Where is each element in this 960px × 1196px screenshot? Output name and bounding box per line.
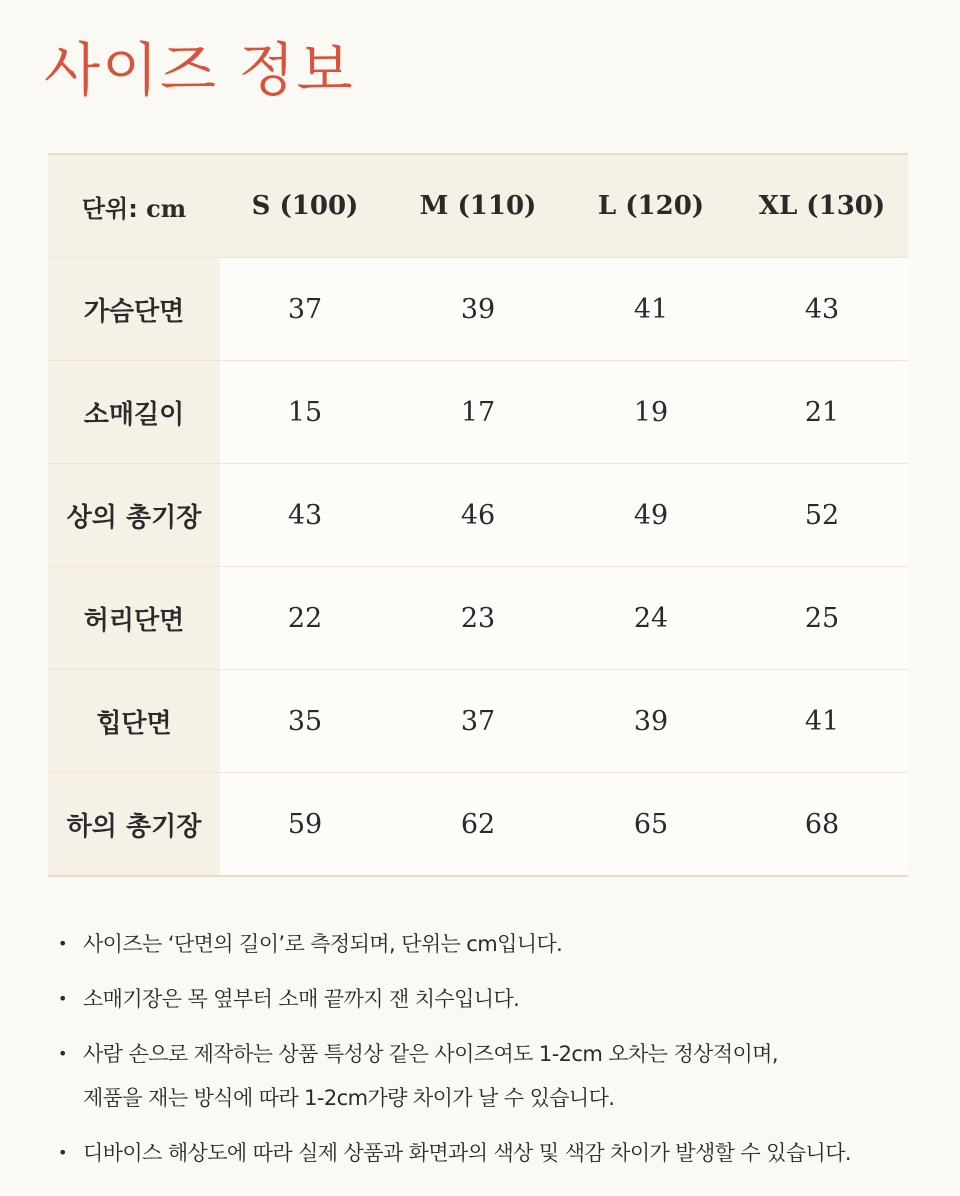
table-cell: 25 [736, 567, 908, 670]
table-row [48, 567, 908, 670]
notes-list [58, 922, 918, 1186]
table-cell: 22 [220, 567, 390, 670]
table-row [48, 258, 908, 361]
note-text: 제품을 재는 방식에 따라 1-2cm가량 차이가 날 수 있습니다. [83, 1086, 615, 1110]
table-cell: 19 [566, 361, 736, 464]
table-row [48, 670, 908, 773]
row-label-chest: 가슴단면 [48, 258, 220, 361]
size-header-l: L (120) [597, 191, 705, 221]
table-cell: 17 [390, 361, 566, 464]
row-label-bottom-length: 하의 총기장 [48, 773, 220, 877]
bullet-icon: • [58, 934, 67, 953]
table-row [48, 361, 908, 464]
table-cell: 43 [220, 464, 390, 567]
row-label-sleeve: 소매길이 [48, 361, 220, 464]
size-table-container [48, 153, 908, 877]
table-cell: 68 [736, 773, 908, 877]
note-text: 소매기장은 목 옆부터 소매 끝까지 잰 치수입니다. [83, 987, 520, 1011]
bullet-icon: • [58, 1143, 67, 1162]
size-table [48, 153, 908, 877]
bullet-icon: • [58, 989, 67, 1008]
unit-cm: cm [146, 193, 187, 223]
table-cell: 59 [220, 773, 390, 877]
table-cell: 43 [736, 258, 908, 361]
row-label-top-length: 상의 총기장 [48, 464, 220, 567]
row-label-waist: 허리단면 [48, 567, 220, 670]
table-cell: 23 [390, 567, 566, 670]
size-header-xl: XL (130) [758, 191, 886, 221]
list-item [58, 1032, 918, 1120]
list-item [58, 977, 918, 1021]
note-text: 디바이스 해상도에 따라 실제 상품과 화면과의 색상 및 색감 차이가 발생할 수 있습니다. [83, 1141, 851, 1165]
size-header-s: S (100) [251, 191, 359, 221]
table-cell: 52 [736, 464, 908, 567]
table-cell: 37 [390, 670, 566, 773]
table-cell: 62 [390, 773, 566, 877]
table-cell: 39 [566, 670, 736, 773]
table-cell: 49 [566, 464, 736, 567]
bullet-icon: • [58, 1044, 67, 1063]
list-item [58, 922, 918, 966]
table-cell: 15 [220, 361, 390, 464]
table-cell: 37 [220, 258, 390, 361]
note-text: 사람 손으로 제작하는 상품 특성상 같은 사이즈여도 1-2cm 오차는 정상적이며, [83, 1042, 778, 1066]
size-header-m: M (110) [419, 191, 537, 221]
table-cell: 41 [566, 258, 736, 361]
table-cell: 65 [566, 773, 736, 877]
table-cell: 21 [736, 361, 908, 464]
table-row [48, 464, 908, 567]
table-row [48, 773, 908, 877]
row-label-hip: 힙단면 [48, 670, 220, 773]
table-cell: 35 [220, 670, 390, 773]
list-item [58, 1131, 918, 1175]
table-cell: 39 [390, 258, 566, 361]
table-cell: 41 [736, 670, 908, 773]
size-table-header-row [48, 154, 908, 258]
table-cell: 46 [390, 464, 566, 567]
note-text: 사이즈는 ‘단면의 길이’로 측정되며, 단위는 cm입니다. [83, 932, 563, 956]
page-title: 사이즈 정보 [44, 36, 355, 104]
table-cell: 24 [566, 567, 736, 670]
unit-header [48, 154, 220, 258]
unit-label: 단위: [81, 194, 138, 223]
